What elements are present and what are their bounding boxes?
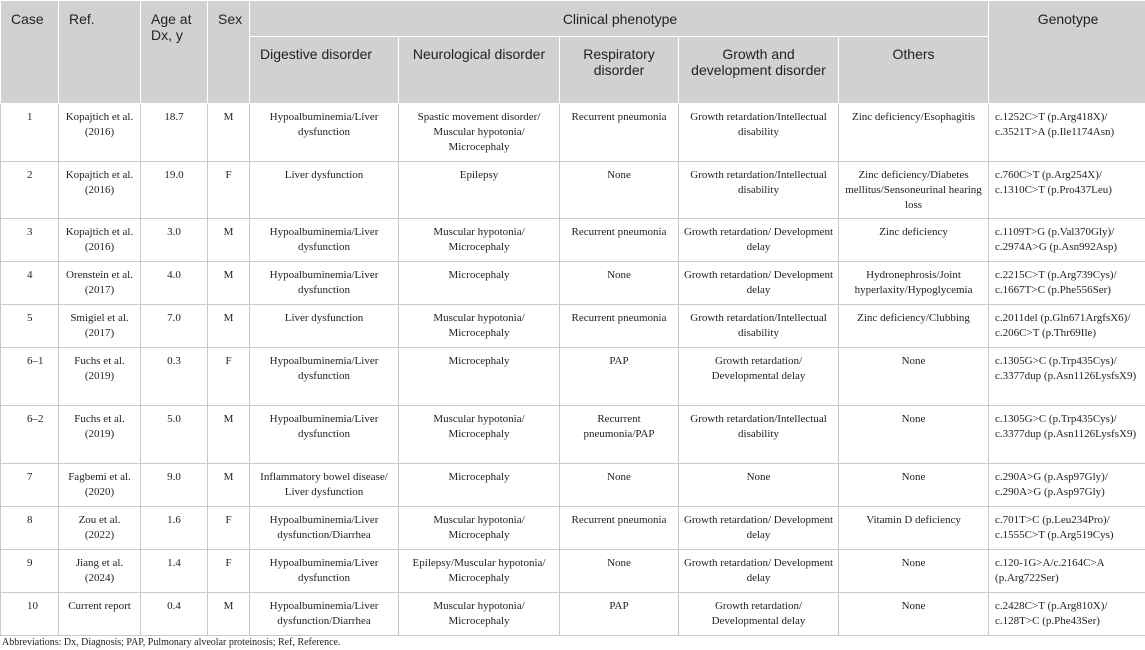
cell-neurological: Muscular hypotonia/ Microcephaly <box>399 406 560 464</box>
col-header-ref: Ref. <box>59 1 141 104</box>
cell-growth: Growth retardation/Intellectual disability <box>679 406 839 464</box>
cell-genotype: c.760C>T (p.Arg254X)/ c.1310C>T (p.Pro437Leu) <box>989 162 1145 219</box>
cell-respiratory: Recurrent pneumonia <box>560 104 679 162</box>
cell-others: None <box>839 348 989 406</box>
col-header-genotype: Genotype <box>989 1 1145 104</box>
col-header-clinical-phenotype: Clinical phenotype <box>250 1 989 37</box>
cell-genotype: c.2215C>T (p.Arg739Cys)/ c.1667T>C (p.Phe556Ser) <box>989 262 1145 305</box>
cell-age: 1.6 <box>141 507 208 550</box>
cell-case: 6–2 <box>1 406 59 464</box>
cell-digestive: Hypoalbuminemia/Liver dysfunction/Diarrhea <box>250 593 399 636</box>
cell-sex: M <box>208 406 250 464</box>
cell-respiratory: PAP <box>560 348 679 406</box>
col-header-growth: Growth and development disorder <box>679 37 839 104</box>
cell-digestive: Hypoalbuminemia/Liver dysfunction/Diarrhea <box>250 507 399 550</box>
table-row <box>1 464 1145 507</box>
cell-ref: Kopajtich et al. (2016) <box>59 219 141 262</box>
cell-genotype: c.120-1G>A/c.2164C>A (p.Arg722Ser) <box>989 550 1145 593</box>
cell-ref: Orenstein et al. (2017) <box>59 262 141 305</box>
cell-others: Hydronephrosis/Joint hyperlaxity/Hypoglycemia <box>839 262 989 305</box>
cell-ref: Kopajtich et al. (2016) <box>59 104 141 162</box>
cell-ref: Smigiel et al. (2017) <box>59 305 141 348</box>
col-header-sex: Sex <box>208 1 250 104</box>
cell-growth: None <box>679 464 839 507</box>
cell-ref: Kopajtich et al. (2016) <box>59 162 141 219</box>
cell-genotype: c.1305G>C (p.Trp435Cys)/ c.3377dup (p.Asn1126LysfsX9) <box>989 406 1145 464</box>
cell-digestive: Hypoalbuminemia/Liver dysfunction <box>250 262 399 305</box>
cell-respiratory: Recurrent pneumonia <box>560 305 679 348</box>
col-header-respiratory: Respiratory disorder <box>560 37 679 104</box>
cell-age: 0.3 <box>141 348 208 406</box>
cell-ref: Fuchs et al. (2019) <box>59 348 141 406</box>
cell-case: 6–1 <box>1 348 59 406</box>
cell-age: 9.0 <box>141 464 208 507</box>
cell-age: 4.0 <box>141 262 208 305</box>
table-row <box>1 593 1145 636</box>
table-row <box>1 262 1145 305</box>
cell-neurological: Spastic movement disorder/ Muscular hypotonia/ Microcephaly <box>399 104 560 162</box>
cell-digestive: Hypoalbuminemia/Liver dysfunction <box>250 348 399 406</box>
cell-genotype: c.1252C>T (p.Arg418X)/ c.3521T>A (p.Ile1174Asn) <box>989 104 1145 162</box>
table-body <box>1 104 1145 636</box>
cell-neurological: Muscular hypotonia/ Microcephaly <box>399 507 560 550</box>
table-row <box>1 348 1145 406</box>
cell-case: 7 <box>1 464 59 507</box>
table-row <box>1 219 1145 262</box>
cell-case: 4 <box>1 262 59 305</box>
cell-growth: Growth retardation/Intellectual disability <box>679 305 839 348</box>
cell-age: 5.0 <box>141 406 208 464</box>
cell-ref: Fuchs et al. (2019) <box>59 406 141 464</box>
cell-growth: Growth retardation/ Development delay <box>679 507 839 550</box>
table-row <box>1 507 1145 550</box>
cell-digestive: Hypoalbuminemia/Liver dysfunction <box>250 104 399 162</box>
cell-neurological: Muscular hypotonia/ Microcephaly <box>399 219 560 262</box>
cell-age: 18.7 <box>141 104 208 162</box>
cell-others: None <box>839 406 989 464</box>
col-header-digestive: Digestive disorder <box>250 37 399 104</box>
cell-respiratory: None <box>560 550 679 593</box>
cell-respiratory: Recurrent pneumonia/PAP <box>560 406 679 464</box>
col-header-others: Others <box>839 37 989 104</box>
cell-respiratory: PAP <box>560 593 679 636</box>
cell-others: Zinc deficiency/Esophagitis <box>839 104 989 162</box>
cell-respiratory: None <box>560 464 679 507</box>
cell-sex: F <box>208 348 250 406</box>
col-header-neurological: Neurological disorder <box>399 37 560 104</box>
cell-others: Zinc deficiency/Diabetes mellitus/Sensoneurinal hearing loss <box>839 162 989 219</box>
cell-age: 3.0 <box>141 219 208 262</box>
cell-neurological: Microcephaly <box>399 348 560 406</box>
cell-respiratory: None <box>560 262 679 305</box>
cell-sex: M <box>208 104 250 162</box>
cell-respiratory: None <box>560 162 679 219</box>
table-row <box>1 406 1145 464</box>
cell-growth: Growth retardation/ Development delay <box>679 550 839 593</box>
cell-case: 9 <box>1 550 59 593</box>
cell-age: 1.4 <box>141 550 208 593</box>
table-row <box>1 104 1145 162</box>
cell-growth: Growth retardation/ Developmental delay <box>679 348 839 406</box>
cell-age: 0.4 <box>141 593 208 636</box>
col-header-case: Case <box>1 1 59 104</box>
cell-neurological: Microcephaly <box>399 262 560 305</box>
cell-others: None <box>839 464 989 507</box>
cell-others: Zinc deficiency <box>839 219 989 262</box>
cell-genotype: c.701T>C (p.Leu234Pro)/ c.1555C>T (p.Arg519Cys) <box>989 507 1145 550</box>
cell-growth: Growth retardation/Intellectual disability <box>679 104 839 162</box>
cell-others: None <box>839 593 989 636</box>
cell-genotype: c.1109T>G (p.Val370Gly)/ c.2974A>G (p.Asn992Asp) <box>989 219 1145 262</box>
cell-case: 10 <box>1 593 59 636</box>
cell-others: None <box>839 550 989 593</box>
cell-neurological: Muscular hypotonia/ Microcephaly <box>399 593 560 636</box>
cell-respiratory: Recurrent pneumonia <box>560 219 679 262</box>
cell-digestive: Hypoalbuminemia/Liver dysfunction <box>250 219 399 262</box>
cell-ref: Fagbemi et al. (2020) <box>59 464 141 507</box>
table-row <box>1 305 1145 348</box>
cell-growth: Growth retardation/ Development delay <box>679 262 839 305</box>
cell-case: 1 <box>1 104 59 162</box>
footnote: Abbreviations: Dx, Diagnosis; PAP, Pulmonary alveolar proteinosis; Ref, Reference. <box>2 637 341 648</box>
cell-digestive: Hypoalbuminemia/Liver dysfunction <box>250 406 399 464</box>
cell-ref: Zou et al. (2022) <box>59 507 141 550</box>
col-header-age: Age at Dx, y <box>141 1 208 104</box>
table-header <box>1 1 1145 104</box>
cell-sex: M <box>208 593 250 636</box>
cell-genotype: c.2428C>T (p.Arg810X)/ c.128T>C (p.Phe43Ser) <box>989 593 1145 636</box>
cell-sex: F <box>208 507 250 550</box>
cell-sex: M <box>208 219 250 262</box>
cell-case: 5 <box>1 305 59 348</box>
cell-digestive: Liver dysfunction <box>250 305 399 348</box>
cell-genotype: c.2011del (p.Gln671ArgfsX6)/ c.206C>T (p.Thr69Ile) <box>989 305 1145 348</box>
cell-neurological: Muscular hypotonia/ Microcephaly <box>399 305 560 348</box>
cell-case: 8 <box>1 507 59 550</box>
cell-case: 3 <box>1 219 59 262</box>
table-row <box>1 550 1145 593</box>
cell-age: 7.0 <box>141 305 208 348</box>
cell-others: Vitamin D deficiency <box>839 507 989 550</box>
cell-digestive: Inflammatory bowel disease/ Liver dysfunction <box>250 464 399 507</box>
cell-growth: Growth retardation/Intellectual disability <box>679 162 839 219</box>
cell-sex: M <box>208 305 250 348</box>
cell-sex: F <box>208 162 250 219</box>
table-row <box>1 162 1145 219</box>
cell-digestive: Hypoalbuminemia/Liver dysfunction <box>250 550 399 593</box>
cell-ref: Jiang et al. (2024) <box>59 550 141 593</box>
cell-genotype: c.290A>G (p.Asp97Gly)/ c.290A>G (p.Asp97Gly) <box>989 464 1145 507</box>
cell-neurological: Epilepsy/Muscular hypotonia/ Microcephaly <box>399 550 560 593</box>
cell-case: 2 <box>1 162 59 219</box>
cell-sex: M <box>208 262 250 305</box>
cell-growth: Growth retardation/ Development delay <box>679 219 839 262</box>
cell-age: 19.0 <box>141 162 208 219</box>
cell-digestive: Liver dysfunction <box>250 162 399 219</box>
cell-genotype: c.1305G>C (p.Trp435Cys)/ c.3377dup (p.Asn1126LysfsX9) <box>989 348 1145 406</box>
cell-sex: F <box>208 550 250 593</box>
cell-neurological: Microcephaly <box>399 464 560 507</box>
cell-ref: Current report <box>59 593 141 636</box>
cell-respiratory: Recurrent pneumonia <box>560 507 679 550</box>
cell-growth: Growth retardation/ Developmental delay <box>679 593 839 636</box>
cell-others: Zinc deficiency/Clubbing <box>839 305 989 348</box>
cell-sex: M <box>208 464 250 507</box>
cell-neurological: Epilepsy <box>399 162 560 219</box>
